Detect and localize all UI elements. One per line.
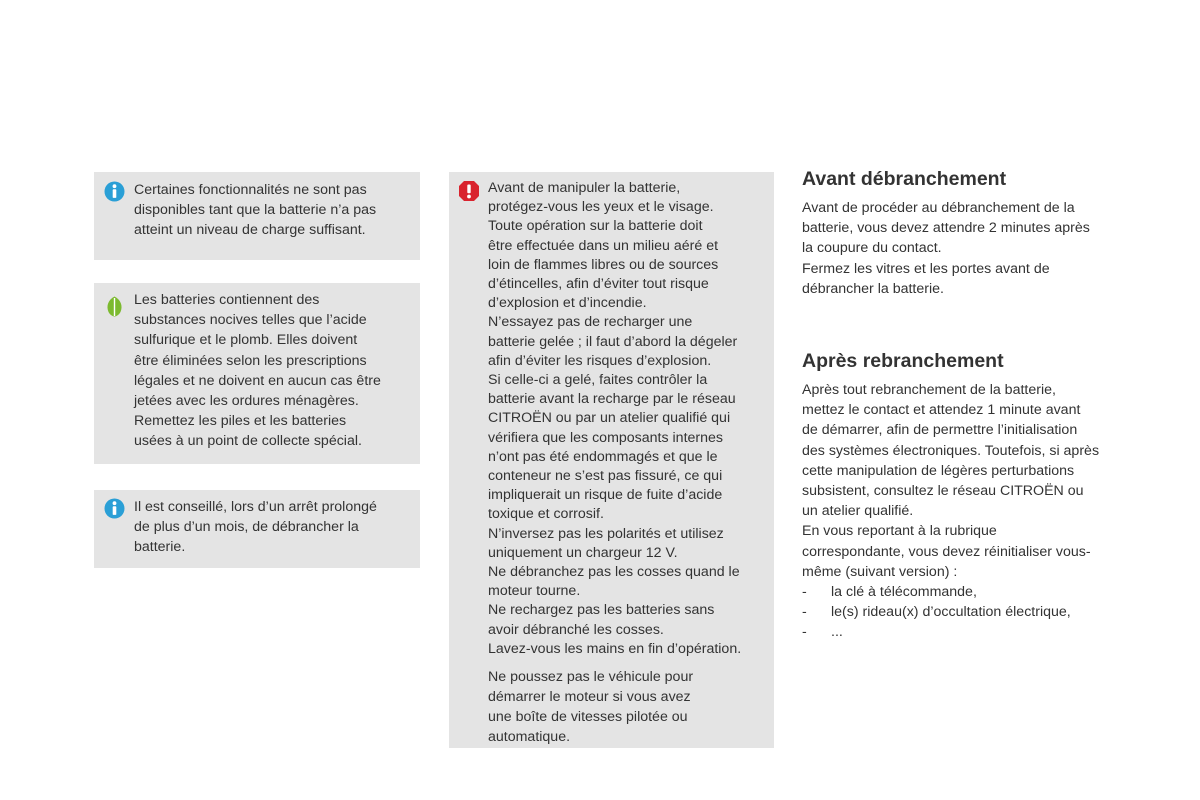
section-heading: Avant débranchement	[802, 168, 1007, 190]
text-line: Si celle-ci a gelé, faites contrôler la	[488, 372, 708, 389]
section-heading: Après rebranchement	[802, 350, 1004, 372]
text-line: conteneur ne s’est pas fissuré, ce qui	[488, 468, 723, 485]
text-line: Remettez les piles et les batteries	[134, 413, 347, 430]
text-line: Toute opération sur la batterie doit	[488, 218, 703, 235]
section-body	[802, 380, 1099, 643]
text-line: afin d’éviter les risques d’explosion.	[488, 352, 712, 369]
text-line: être effectuée dans un milieu aéré et	[488, 237, 719, 254]
list-item	[802, 622, 1099, 642]
text-line: d’étincelles, afin d’éviter tout risque	[488, 276, 709, 293]
text-line: Ne rechargez pas les batteries sans	[488, 602, 715, 619]
text-line: automatique.	[488, 729, 571, 745]
section-after-reconnection	[802, 350, 1099, 643]
text-line: jetées avec les ordures ménagères.	[134, 393, 359, 410]
text-line: loin de flammes libres ou de sources	[488, 256, 719, 273]
text-line: N’inversez pas les polarités et utilisez	[488, 525, 724, 542]
text-line: de plus d’un mois, de débrancher la	[134, 519, 359, 536]
warning-note-text	[488, 179, 741, 659]
text-line: En vous reportant à la rubrique	[802, 523, 997, 540]
list-item-text: ...	[831, 624, 843, 641]
text-line: toxique et corrosif.	[488, 506, 604, 523]
text-line: même (suivant version) :	[802, 563, 958, 580]
text-line: impliquerait un risque de fuite d’acide	[488, 487, 723, 504]
text-line: vérifiera que les composants internes	[488, 429, 724, 446]
text-line: un atelier qualifié.	[802, 503, 914, 520]
text-line: atteint un niveau de charge suffisant.	[134, 222, 366, 239]
text-line: batterie, vous devez attendre 2 minutes après	[802, 220, 1090, 237]
list-item	[802, 602, 1099, 622]
text-line: Certaines fonctionnalités ne sont pas	[134, 182, 367, 198]
info-note-text	[134, 180, 376, 241]
text-line: uniquement un chargeur 12 V.	[488, 544, 678, 561]
bullet-dash: -	[802, 584, 807, 601]
text-line: Fermez les vitres et les portes avant de	[802, 260, 1050, 277]
text-line: Ne débranchez pas les cosses quand le	[488, 564, 740, 581]
text-line: être éliminées selon les prescriptions	[134, 352, 367, 369]
text-line: protégez-vous les yeux et le visage.	[488, 199, 714, 216]
text-line: disponibles tant que la batterie n’a pas	[134, 202, 377, 219]
section-body	[802, 198, 1090, 299]
text-line: sulfurique et le plomb. Elles doivent	[134, 332, 358, 349]
text-line: batterie.	[134, 539, 186, 556]
info-note-text	[134, 497, 377, 558]
text-line: subsistent, consultez le réseau CITROËN ou	[802, 483, 1084, 500]
text-line: avoir débranché les cosses.	[488, 621, 664, 638]
text-line: moteur tourne.	[488, 583, 581, 600]
leaf-icon	[104, 296, 125, 317]
text-line: d’explosion et d’incendie.	[488, 295, 647, 312]
warning-icon	[458, 180, 480, 202]
text-line: Après tout rebranchement de la batterie,	[802, 382, 1056, 398]
text-line: mettez le contact et attendez 1 minute avant	[802, 402, 1081, 419]
text-line: Il est conseillé, lors d’un arrêt prolongé	[134, 499, 377, 515]
warning-note-battery-handling	[449, 172, 774, 748]
bullet-dash: -	[802, 604, 807, 621]
text-line: débrancher la batterie.	[802, 280, 944, 297]
text-line: batterie gelée ; il faut d’abord la dégeler	[488, 333, 738, 350]
list-item-text: la clé à télécommande,	[831, 584, 977, 601]
info-note-long-stop	[94, 490, 420, 568]
text-line: légales et ne doivent en aucun cas être	[134, 372, 381, 389]
info-icon	[104, 498, 125, 519]
text-line: Avant de manipuler la batterie,	[488, 180, 681, 196]
text-line: cette manipulation de légères perturbations	[802, 462, 1075, 479]
section-before-disconnection	[802, 168, 1090, 299]
eco-note-text	[134, 290, 381, 452]
text-line: CITROËN ou par un atelier qualifié qui	[488, 410, 731, 427]
text-line: n’ont pas été endommagés et que le	[488, 448, 718, 465]
text-line: la coupure du contact.	[802, 240, 942, 257]
text-line: Ne poussez pas le véhicule pour	[488, 669, 694, 685]
text-line: Les batteries contiennent des	[134, 292, 320, 308]
text-line: Avant de procéder au débranchement de la	[802, 200, 1075, 216]
info-icon	[104, 181, 125, 202]
text-line: Lavez-vous les mains en fin d’opération.	[488, 640, 742, 657]
info-note-battery-charge	[94, 172, 420, 260]
text-line: des systèmes électroniques. Toutefois, si après	[802, 442, 1100, 459]
list-item-text: le(s) rideau(x) d’occultation électrique,	[831, 604, 1071, 621]
text-line: une boîte de vitesses pilotée ou	[488, 709, 688, 725]
text-line: batterie avant la recharge par le réseau	[488, 391, 736, 408]
warning-note-push-start-text	[488, 667, 693, 747]
text-line: correspondante, vous devez réinitialiser vous-	[802, 543, 1091, 560]
text-line: N’essayez pas de recharger une	[488, 314, 693, 331]
text-line: usées à un point de collecte spécial.	[134, 433, 362, 450]
bullet-dash: -	[802, 624, 807, 641]
list-item	[802, 582, 1099, 602]
eco-note-battery-disposal	[94, 283, 420, 464]
text-line: démarrer le moteur si vous avez	[488, 689, 691, 705]
text-line: de démarrer, afin de permettre l’initialisation	[802, 422, 1078, 439]
text-line: substances nocives telles que l’acide	[134, 312, 367, 329]
